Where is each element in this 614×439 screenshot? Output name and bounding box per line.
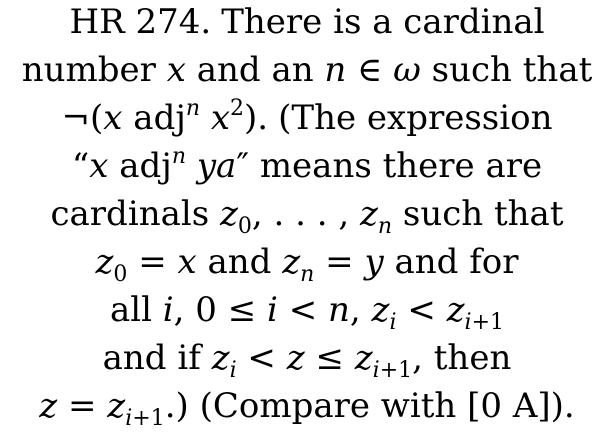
text-line-1: HR 274. There is a cardinal — [69, 2, 545, 42]
text-line-9: $z = z_{i+1}$.) (Compare with [0 A]). — [39, 386, 575, 431]
text-line-6: $z_0 = x$ and $z_n = y$ and for — [95, 242, 519, 287]
text-line-2: number x and an n ∈ ω such that — [21, 50, 593, 90]
text-line-7: all i, 0 ≤ i < n, $z_i < z_{i+1}$ — [109, 290, 505, 335]
text-line-4: “x adj$^n$ ya″ means there are — [71, 144, 543, 186]
text-line-5: cardinals $z_0$, . . . , $z_n$ such that — [50, 194, 564, 239]
text-line-8: and if $z_i < z \le z_{i+1}$, then — [102, 338, 512, 383]
text-line-3: ¬(x adj$^n$ $x^2$). (The expression — [61, 96, 553, 138]
